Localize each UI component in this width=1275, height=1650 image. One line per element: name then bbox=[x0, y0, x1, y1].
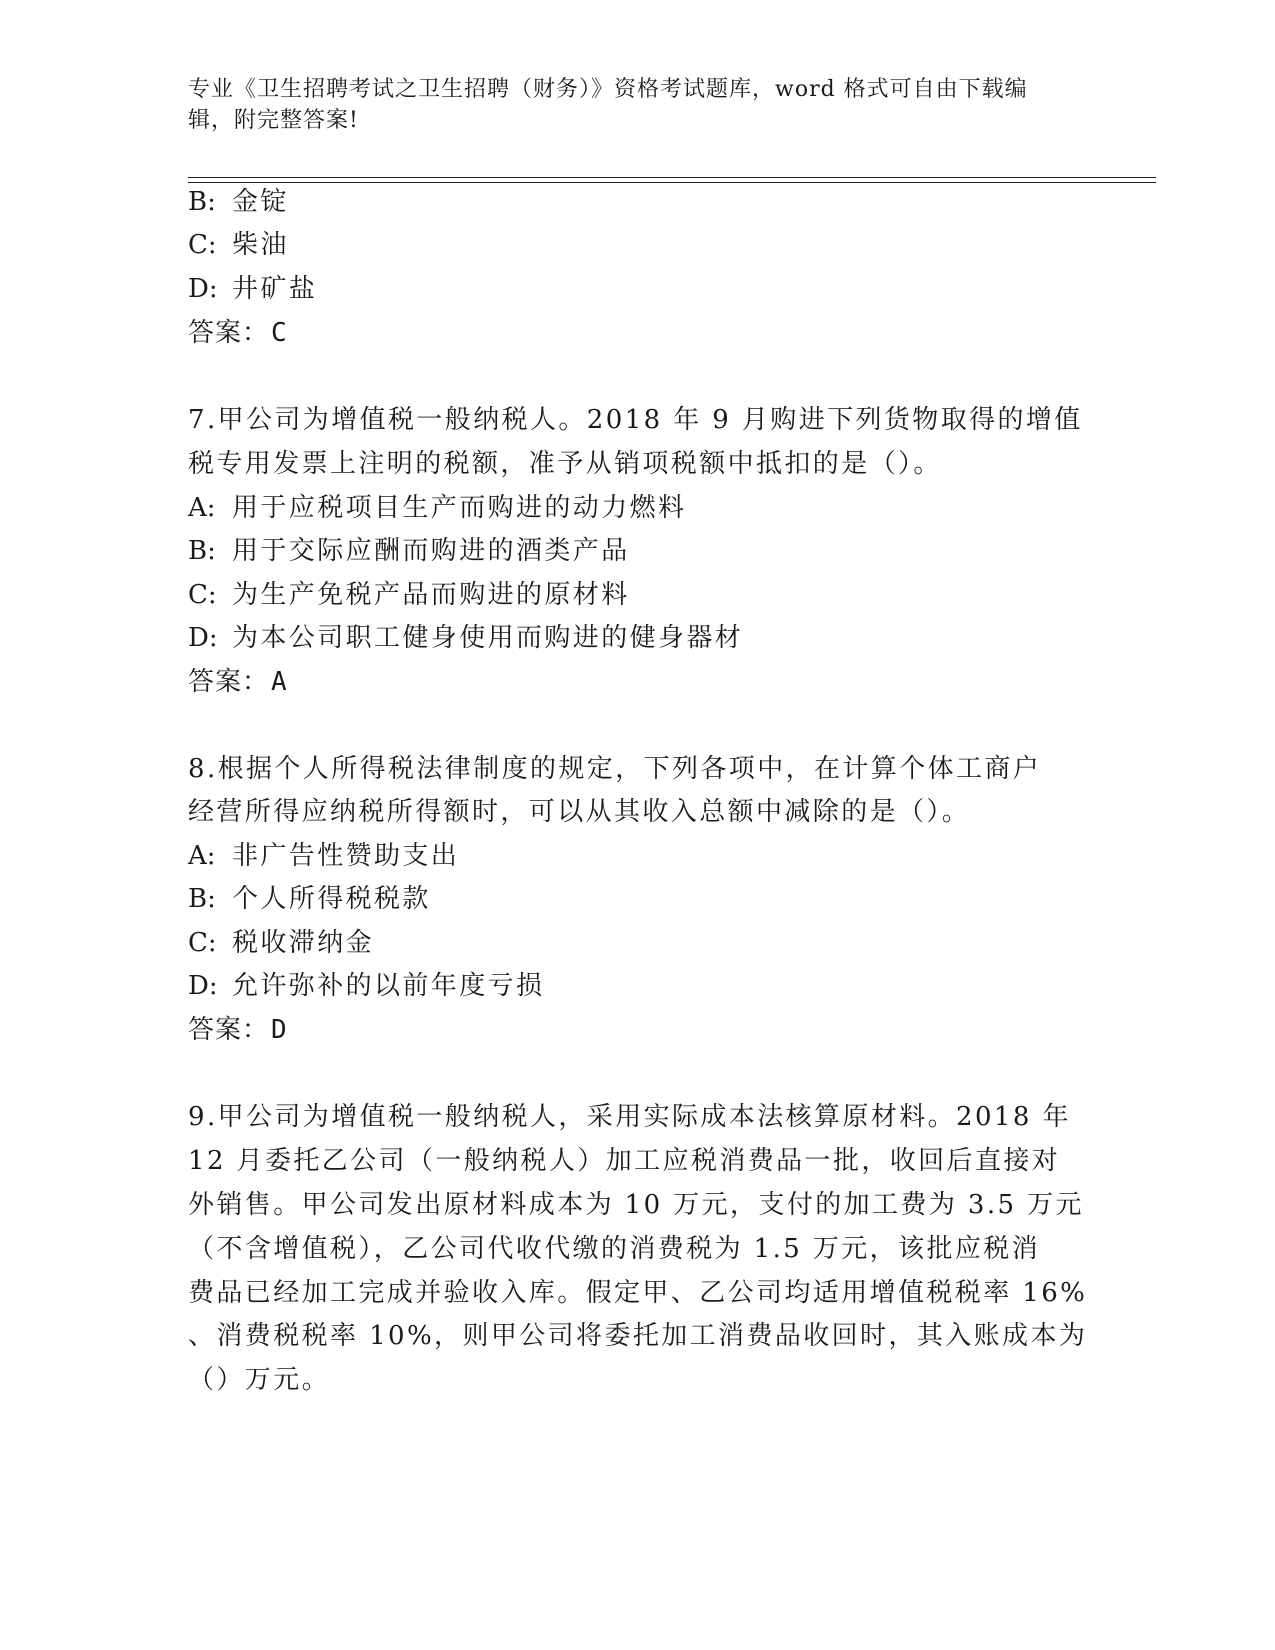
q8-option-a bbox=[188, 840, 459, 872]
option-text: 金锭 bbox=[232, 187, 289, 217]
answer-label: 答案： bbox=[188, 1015, 270, 1045]
answer-label: 答案： bbox=[188, 667, 270, 697]
q9-stem-line5: 费品已经加工完成并验收入库。假定甲、乙公司均适用增值税税率 16% bbox=[188, 1278, 1088, 1308]
q7-stem-line2: 税专用发票上注明的税额，准予从销项税额中抵扣的是（）。 bbox=[188, 449, 942, 479]
option-text: 为生产免税产品而购进的原材料 bbox=[232, 580, 630, 610]
option-text: 柴油 bbox=[232, 230, 289, 260]
answer-value: A bbox=[271, 667, 288, 697]
header-rule-top bbox=[188, 177, 1156, 178]
option-text: 非广告性赞助支出 bbox=[232, 841, 460, 871]
page-header: 专业《卫生招聘考试之卫生招聘（财务）》资格考试题库，word 格式可自由下载编辑，附完整答案! bbox=[188, 77, 1028, 133]
option-letter: C: bbox=[188, 928, 217, 958]
option-letter: C: bbox=[188, 230, 217, 260]
q9-stem-line4: （不含增值税），乙公司代收代缴的消费税为 1.5 万元，该批应税消 bbox=[188, 1234, 1041, 1264]
option-text: 税收滞纳金 bbox=[232, 928, 375, 958]
q7-option-b bbox=[188, 535, 630, 567]
q6-option-c bbox=[188, 229, 289, 261]
q8-stem-line1: 8.根据个人所得税法律制度的规定，下列各项中，在计算个体工商户 bbox=[188, 754, 1042, 784]
q9-stem-line3: 外销售。甲公司发出原材料成本为 10 万元，支付的加工费为 3.5 万元 bbox=[188, 1190, 1084, 1220]
q9-stem-line7: （）万元。 bbox=[188, 1365, 331, 1395]
option-text: 个人所得税税款 bbox=[232, 884, 431, 914]
option-letter: A: bbox=[188, 493, 216, 523]
q6-answer bbox=[188, 317, 288, 349]
answer-value: D bbox=[271, 1015, 288, 1045]
option-letter: A: bbox=[188, 841, 216, 871]
q7-option-d bbox=[188, 622, 743, 654]
q6-option-d bbox=[188, 273, 317, 305]
option-letter: B: bbox=[188, 536, 216, 566]
q8-stem-line2: 经营所得应纳税所得额时，可以从其收入总额中减除的是（）。 bbox=[188, 797, 971, 827]
q8-option-c bbox=[188, 927, 374, 959]
option-letter: D: bbox=[188, 971, 218, 1001]
q6-option-b bbox=[188, 186, 289, 218]
option-text: 允许弥补的以前年度亏损 bbox=[232, 971, 545, 1001]
q7-option-c bbox=[188, 579, 630, 611]
q7-answer bbox=[188, 666, 288, 698]
answer-value: C bbox=[271, 318, 288, 348]
answer-label: 答案： bbox=[188, 318, 270, 348]
q9-stem-line6: 、消费税税率 10%，则甲公司将委托加工消费品收回时，其入账成本为 bbox=[188, 1321, 1088, 1351]
header-rule-bottom bbox=[188, 182, 1156, 183]
option-text: 井矿盐 bbox=[232, 274, 318, 304]
option-letter: C: bbox=[188, 580, 217, 610]
q8-answer bbox=[188, 1014, 288, 1046]
option-letter: D: bbox=[188, 623, 218, 653]
option-text: 用于应税项目生产而购进的动力燃料 bbox=[232, 493, 687, 523]
option-text: 用于交际应酬而购进的酒类产品 bbox=[232, 536, 630, 566]
q7-stem-line1: 7.甲公司为增值税一般纳税人。2018 年 9 月购进下列货物取得的增值 bbox=[188, 405, 1083, 435]
q9-stem-line2: 12 月委托乙公司（一般纳税人）加工应税消费品一批，收回后直接对 bbox=[188, 1146, 1061, 1176]
option-letter: D: bbox=[188, 274, 218, 304]
q9-stem-line1: 9.甲公司为增值税一般纳税人，采用实际成本法核算原材料。2018 年 bbox=[188, 1102, 1071, 1132]
option-letter: B: bbox=[188, 187, 216, 217]
option-text: 为本公司职工健身使用而购进的健身器材 bbox=[232, 623, 744, 653]
q8-option-d bbox=[188, 970, 544, 1002]
q7-option-a bbox=[188, 492, 686, 524]
q8-option-b bbox=[188, 883, 431, 915]
option-letter: B: bbox=[188, 884, 216, 914]
